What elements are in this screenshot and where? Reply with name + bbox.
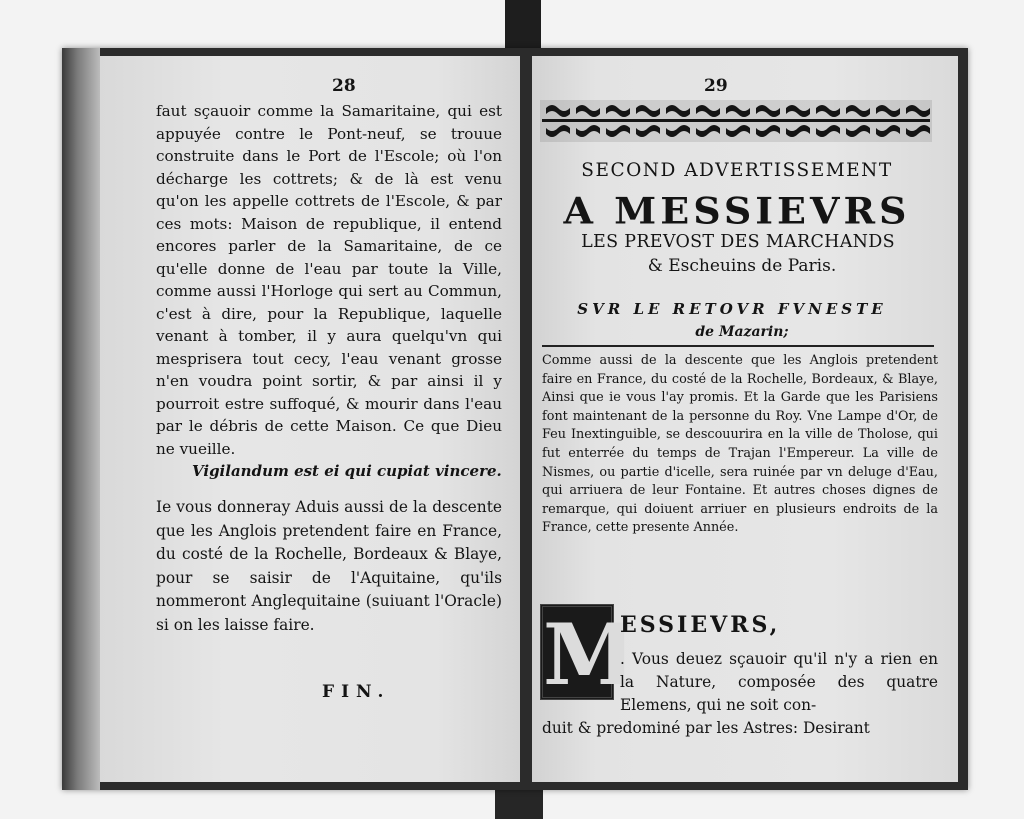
page-number-right: 29 [704, 76, 728, 96]
left-paragraph-2: Ie vous donneray Aduis aussi de la descente que les Anglois pretendent faire en France, du costé de la Rochelle, Bordeaux & Blaye, pour se saisir de l'Aquitaine, qu'ils nommeront Anglequitaine (suiuant l'Oracle) si on les laisse faire. [156, 498, 502, 634]
subtitle-retour-funeste: SVR LE RETOVR FVNESTE [577, 300, 887, 318]
drop-cap-m: M [540, 604, 614, 700]
title-a-messievrs: A MESSIEVRS [563, 189, 911, 232]
salutation-messievrs: ESSIEVRS, [620, 612, 781, 638]
right-page [532, 56, 958, 782]
subtitle-de-mazarin: de Mazarin; [695, 324, 789, 340]
left-paragraph-1-text: faut sçauoir comme la Samaritaine, qui est appuyée contre le Pont-neuf, se trouue construite dans le Port de l'Escole; où l'on décharge les cottrets; & de là est venu qu'on les appelle cottrets de l'Escole, & par ces mots: Maison de republique, il entend encores parler de la Samaritaine, de ce qu'elle donne de l'eau par toute la Ville, comme aussi l'Horloge qui sert au Commun, c'est à dire, pour la Republique, laquelle venant à tomber, il y aura quelqu'vn qui mesprisera tout cecy, l'eau venant grosse n'en voudra point sortir, & par ainsi il y pourroit estre suffoqué, & mourir dans l'eau par le débris de cette Maison. Ce que Dieu ne vueille. [156, 102, 502, 458]
fleuron-ornament-band [540, 100, 932, 142]
intro-paragraph: Comme aussi de la descente que les Anglois pretendent faire en France, du costé de la Rochelle, Bordeaux, & Blaye, Ainsi que ie vous l'ay promis. Et la Garde que les Parisiens font maintenant de la personne du Roy. Vne Lampe d'Or, de Feu Inextinguible, se descouurira en la ville de Tholose, qui fut enterrée du temps de Trajan l'Empereur. La ville de Nismes, ou partie d'icelle, sera ruinée par vn deluge d'Eau, qui arriuera de leur Fontaine. Et autres choses dignes de remarque, qui doiuent arriuer en plusieurs endroits de la France, cette presente Année. [542, 353, 938, 536]
title-divider-rule [542, 345, 934, 347]
left-page [100, 56, 520, 782]
page-stack-edge [62, 48, 100, 790]
latin-motto: Vigilandum est ei qui cupiat vincere. [192, 462, 502, 480]
end-mark: FIN. [322, 682, 391, 702]
body-text-continued: duit & predominé par les Astres: Desirant [542, 719, 870, 737]
open-book [62, 48, 968, 790]
body-text-start: . Vous deuez sçauoir qu'il n'y a rien en la Nature, composée des quatre Elemens, qui ne soit con- [620, 650, 938, 714]
title-escheuins-de-paris: & Escheuins de Paris. [647, 256, 837, 276]
title-prevost-des-marchands: LES PREVOST DES MARCHANDS [581, 232, 895, 252]
left-paragraph-1 [156, 100, 502, 460]
title-second-advertissement: SECOND ADVERTISSEMENT [581, 160, 893, 181]
page-number-left: 28 [332, 76, 356, 96]
book-spine-clip-bottom [495, 785, 543, 819]
